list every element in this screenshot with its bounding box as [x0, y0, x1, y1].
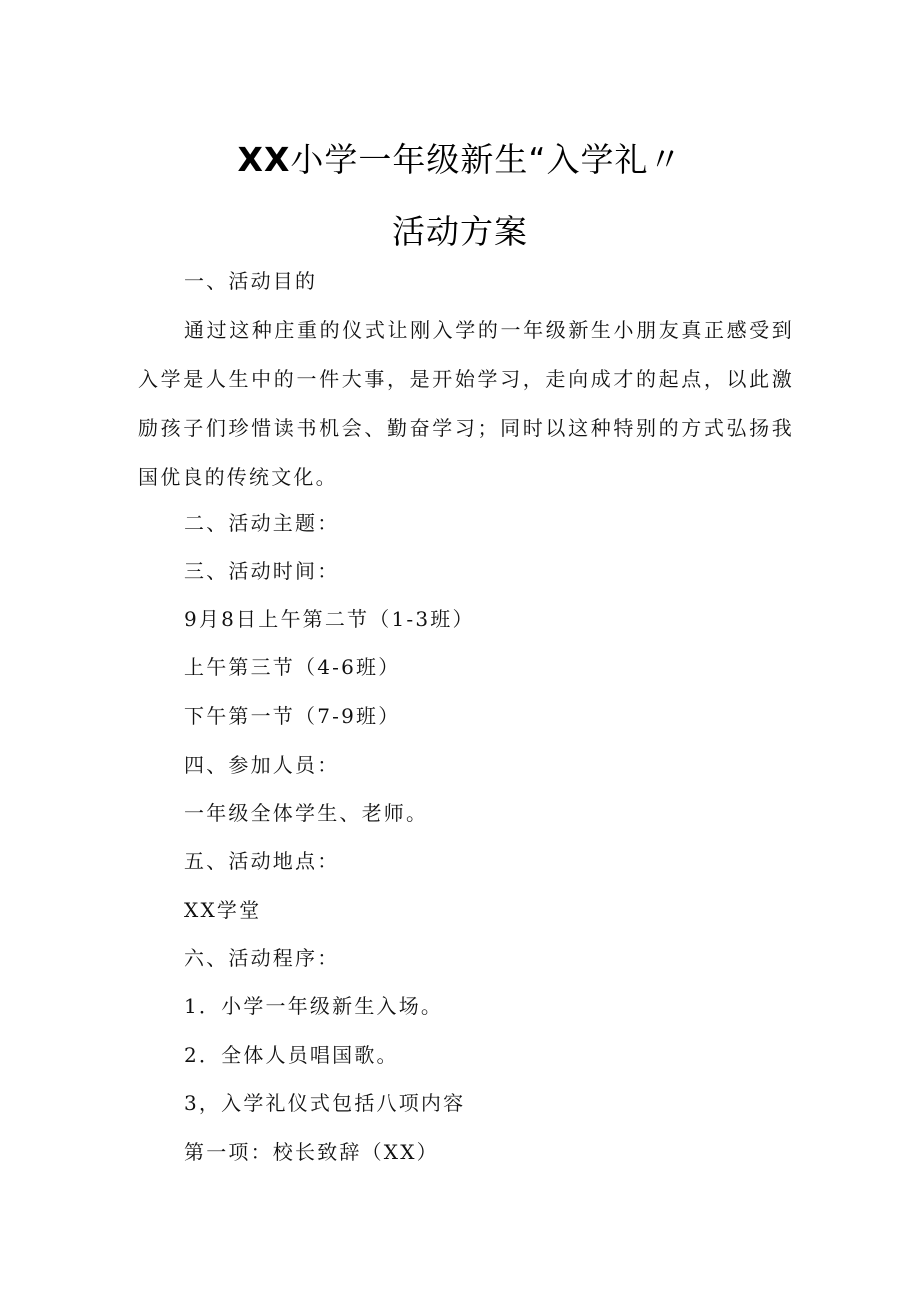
time-line-2: 上午第三节（4-6班） — [184, 655, 401, 679]
procedure-item-2: 2．全体人员唱国歌。 — [184, 1043, 399, 1067]
title-prefix: XX — [237, 140, 291, 179]
participants-body: 一年级全体学生、老师。 — [184, 801, 429, 825]
theme-heading: 二、活动主题： — [184, 511, 340, 535]
document-title-line2: 活动方案 — [392, 212, 528, 251]
purpose-paragraph: 通过这种庄重的仪式让刚入学的一年级新生小朋友真正感受到入学是人生中的一件大事，是开始学习，走向成才的起点，以此激励孩子们珍惜读书机会、勤奋学习；同时以这种特别的方式弘扬我国优良的传统文化。 — [138, 318, 794, 489]
procedure-item-1: 1．小学一年级新生入场。 — [184, 994, 444, 1018]
procedure-heading: 六、活动程序： — [184, 946, 340, 970]
time-heading: 三、活动时间： — [184, 559, 340, 583]
time-line-3: 下午第一节（7-9班） — [184, 704, 401, 728]
title-line1-text: 小学一年级新生“入学礼〃 — [290, 140, 683, 179]
purpose-heading: 一、活动目的 — [184, 269, 318, 293]
ceremony-item-1: 第一项：校长致辞（XX） — [184, 1140, 439, 1164]
location-heading: 五、活动地点： — [184, 849, 340, 873]
procedure-item-3: 3，入学礼仪式包括八项内容 — [184, 1091, 466, 1115]
participants-heading: 四、参加人员： — [184, 753, 340, 777]
location-body: XX学堂 — [184, 898, 262, 922]
document-title-line1 — [0, 134, 920, 181]
time-line-1: 9月8日上午第二节（1-3班） — [184, 607, 475, 631]
